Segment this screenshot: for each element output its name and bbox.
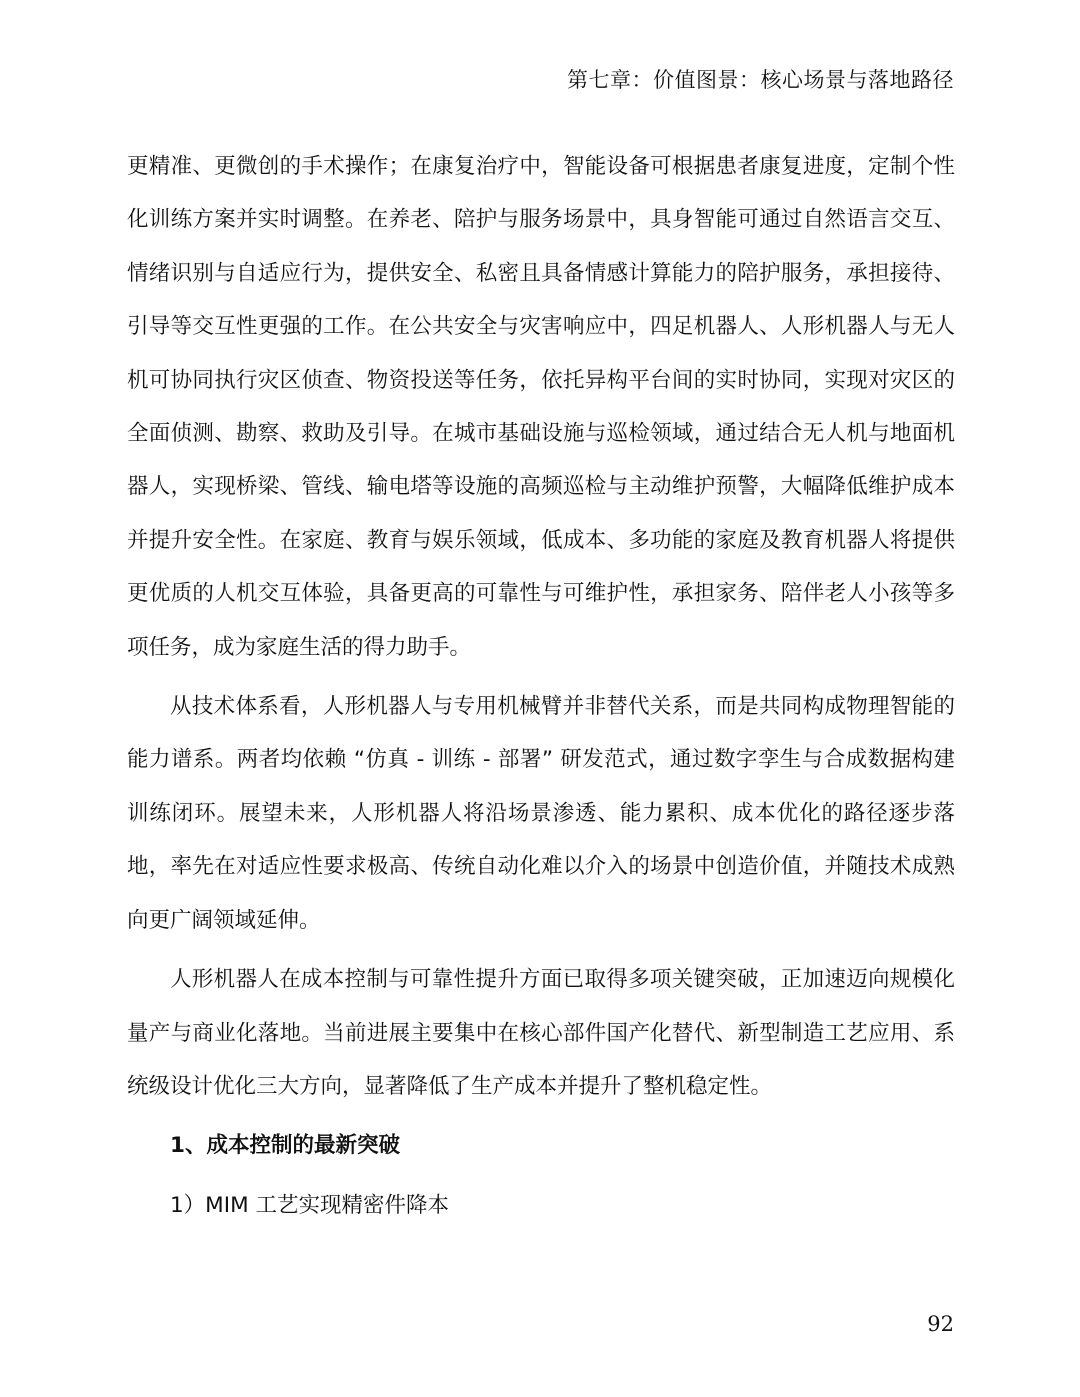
paragraph-cost-reliability: 人形机器人在成本控制与可靠性提升方面已取得多项关键突破，正加速迈向规模化量产与商业化落地。当前进展主要集中在核心部件国产化替代、新型制造工艺应用、系统级设计优化三大方向，显著降低了生产成本并提升了整机稳定性。 xyxy=(127,967,955,1099)
paragraph-continuation: 更精准、更微创的手术操作；在康复治疗中，智能设备可根据患者康复进度，定制个性化训练方案并实时调整。在养老、陪护与服务场景中，具身智能可通过自然语言交互、情绪识别与自适应行为，提供安全、私密且具备情感计算能力的陪护服务，承担接待、引导等交互性更强的工作。在公共安全与灾害响应中，四足机器人、人形机器人与无人机可协同执行灾区侦查、物资投送等任务，依托异构平台间的实时协同，实现对灾区的全面侦测、勘察、救助及引导。在城市基础设施与巡检领域，通过结合无人机与地面机器人，实现桥梁、管线、输电塔等设施的高频巡检与主动维护预警，大幅降低维护成本并提升安全性。在家庭、教育与娱乐领域，低成本、多功能的家庭及教育机器人将提供更优质的人机交互体验，具备更高的可靠性与可维护性，承担家务、陪伴老人小孩等多项任务，成为家庭生活的得力助手。 xyxy=(127,154,955,660)
body-text xyxy=(127,140,955,1232)
subsection-heading: 1）MIM 工艺实现精密件降本 xyxy=(170,1192,449,1218)
paragraph-technology-system: 从技术体系看，人形机器人与专用机械臂并非替代关系，而是共同构成物理智能的能力谱系。两者均依赖 “仿真 - 训练 - 部署” 研发范式，通过数字孪生与合成数据构建训练闭环。展望未来，人形机器人将沿场景渗透、能力累积、成本优化的路径逐步落地，率先在对适应性要求极高、传统自动化难以介入的场景中创造价值，并随技术成熟向更广阔领域延伸。 xyxy=(127,694,955,933)
section-heading: 1、成本控制的最新突破 xyxy=(170,1133,400,1159)
chapter-running-header: 第七章：价值图景：核心场景与落地路径 xyxy=(567,68,954,92)
page-number: 92 xyxy=(927,1312,954,1336)
